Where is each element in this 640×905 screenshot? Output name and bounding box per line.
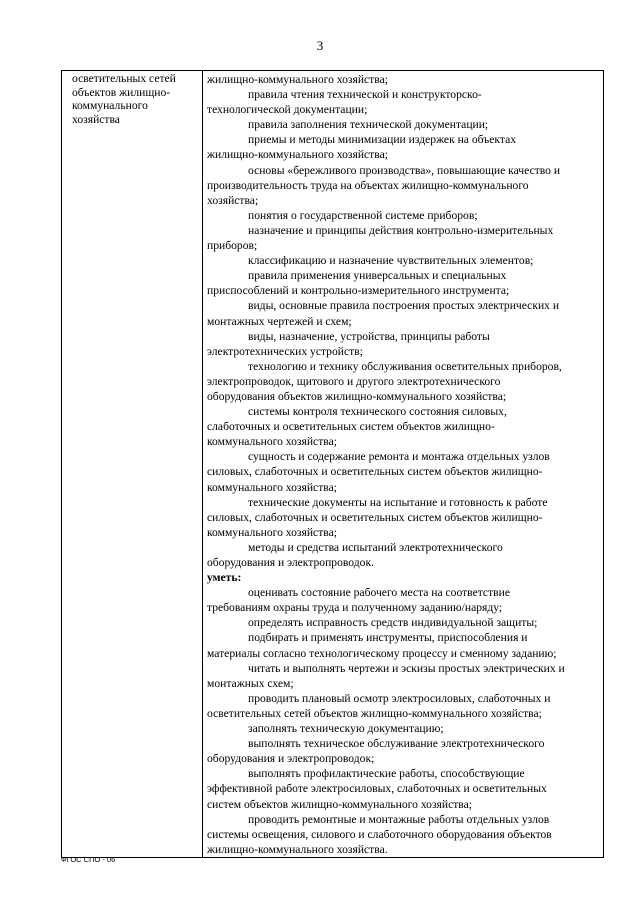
text-line: монтажных чертежей и схем; — [207, 314, 352, 328]
text-line: жилищно-коммунального хозяйства. — [207, 842, 388, 856]
text-line: производительность труда на объектах жилищно-коммунального — [207, 178, 529, 192]
text-line: методы и средства испытаний электротехнического — [248, 540, 503, 554]
text-line: хозяйства; — [207, 193, 259, 207]
right-cell — [203, 71, 604, 858]
text-line: приспособлений и контрольно-измерительного инструмента; — [207, 284, 510, 298]
text-line: осветительных сетей объектов жилищно-коммунального хозяйства; — [207, 706, 542, 720]
text-line: слаботочных и осветительных систем объектов жилищно- — [207, 420, 495, 434]
text-line: жилищно-коммунального хозяйства; — [207, 73, 388, 86]
text-line: правила применения универсальных и специальных — [248, 269, 507, 283]
requirements-text — [207, 72, 598, 857]
left-cell — [62, 71, 203, 858]
text-line: назначение и принципы действия контрольно-измерительных — [248, 223, 554, 237]
text-line: классификацию и назначение чувствительных элементов; — [248, 254, 534, 268]
text-line: проводить ремонтные и монтажные работы отдельных узлов — [248, 812, 550, 826]
text-line: оценивать состояние рабочего места на соответствие — [248, 586, 510, 600]
text-line: выполнять профилактические работы, способствующие — [248, 767, 525, 781]
text-line: определять исправность средств индивидуальной защиты; — [248, 616, 538, 630]
text-line: оборудования и электропроводок. — [207, 556, 374, 569]
text-line: технические документы на испытание и готовность к работе — [248, 495, 548, 509]
text-line: основы «бережливого производства», повышающие качество и — [248, 163, 561, 177]
text-line: жилищно-коммунального хозяйства; — [207, 148, 388, 162]
text-line: приемы и методы минимизации издержек на объектах — [248, 133, 517, 147]
section-heading: уметь: — [207, 571, 242, 585]
text-line: проводить плановый осмотр электросиловых, слаботочных и — [248, 691, 551, 705]
text-line: правила заполнения технической документации; — [248, 118, 489, 132]
text-line: виды, назначение, устройства, принципы работы — [248, 329, 490, 343]
text-line: монтажных схем; — [207, 676, 294, 690]
footer-code: ФГОС СПО - 06 — [61, 855, 116, 864]
text-line: технологической документации; — [207, 103, 368, 117]
table-row — [62, 71, 604, 858]
text-line: коммунального хозяйства; — [207, 525, 337, 539]
text-line: электропроводок, щитового и другого электротехнического — [207, 374, 501, 388]
text-line: сущность и содержание ремонта и монтажа отдельных узлов — [248, 450, 550, 464]
text-line: системы освещения, силового и слаботочного оборудования объектов — [207, 827, 552, 841]
text-line: коммунального хозяйства; — [207, 480, 337, 494]
text-line: приборов; — [207, 239, 258, 253]
text-line: системы контроля технического состояния силовых, — [248, 405, 507, 419]
page-number: 3 — [316, 38, 324, 53]
text-line: требованиям охраны труда и полученному заданию/наряду; — [207, 601, 503, 615]
text-line: оборудования и электропроводок; — [207, 752, 375, 766]
text-line: электротехнических устройств; — [207, 344, 363, 358]
text-line: подбирать и применять инструменты, приспособления и — [248, 631, 528, 645]
text-line: заполнять техническую документацию; — [248, 722, 444, 736]
text-line: систем объектов жилищно-коммунального хозяйства; — [207, 797, 472, 811]
text-line: эффективной работе электросиловых, слаботочных и осветительных — [207, 782, 547, 796]
text-line: выполнять техническое обслуживание электротехнического — [248, 737, 545, 751]
text-line: материалы согласно технологическому процессу и сменному заданию; — [207, 646, 557, 660]
text-line: оборудования объектов жилищно-коммунального хозяйства; — [207, 389, 507, 403]
left-cell-text: осветительных сетей объектов жилищно- коммунального хозяйства — [72, 72, 176, 126]
text-line: силовых, слаботочных и осветительных систем объектов жилищно- — [207, 510, 543, 524]
text-line: коммунального хозяйства; — [207, 435, 337, 449]
text-line: виды, основные правила построения простых электрических и — [248, 299, 560, 313]
standards-table — [61, 70, 604, 858]
text-line: силовых, слаботочных и осветительных систем объектов жилищно- — [207, 465, 543, 479]
text-line: читать и выполнять чертежи и эскизы простых электрических и — [248, 661, 565, 675]
text-line: правила чтения технической и конструкторско- — [248, 88, 482, 102]
text-line: понятия о государственной системе приборов; — [248, 208, 478, 222]
text-line: технологию и технику обслуживания осветительных приборов, — [248, 359, 562, 373]
